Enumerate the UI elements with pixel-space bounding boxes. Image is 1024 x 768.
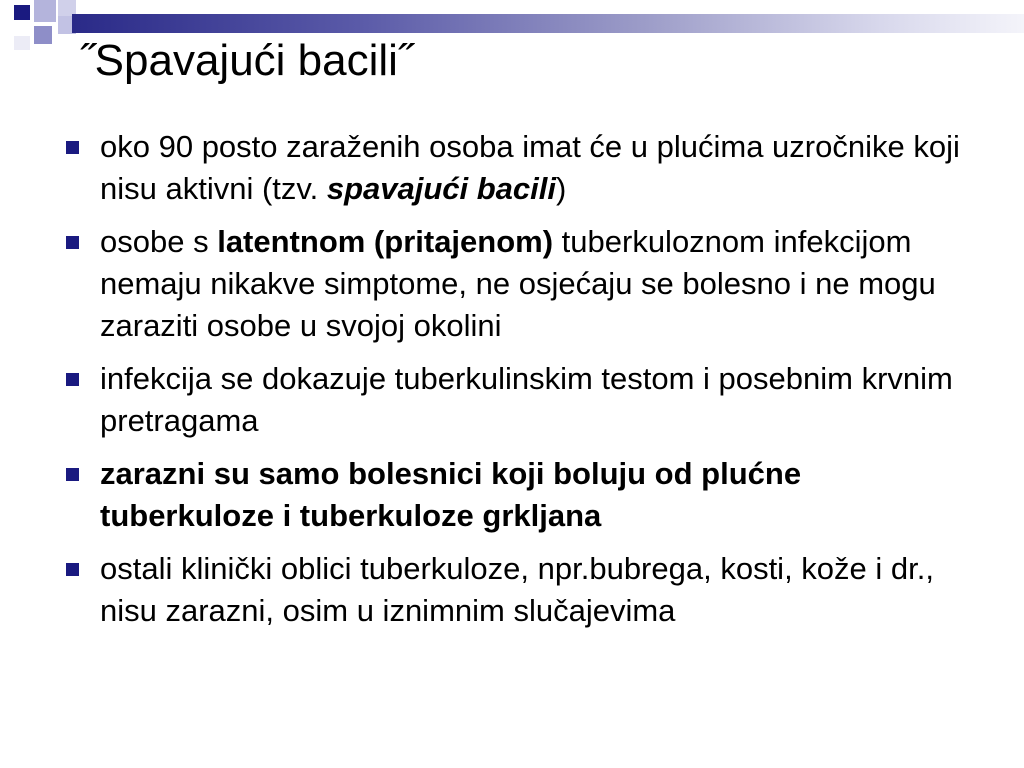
bullet-item xyxy=(66,126,966,210)
bullet-item xyxy=(66,358,966,442)
square-bullet-icon xyxy=(66,236,79,249)
decor-square xyxy=(14,36,30,50)
bullet-item xyxy=(66,221,966,347)
decor-square xyxy=(14,5,30,20)
bullet-text-part: tuberkuloznom infekcijom nemaju nikakve simptome, ne osjećaju se bolesno i ne mogu zaraziti osobe u svojoj okolini xyxy=(100,224,936,343)
header-gradient-bar xyxy=(72,14,1024,33)
bullet-text xyxy=(100,129,960,206)
square-bullet-icon xyxy=(66,141,79,154)
bullet-text-emphasis: latentnom (pritajenom) xyxy=(217,224,554,259)
bullet-text: infekcija se dokazuje tuberkulinskim testom i posebnim krvnim pretragama xyxy=(100,361,953,438)
square-bullet-icon xyxy=(66,468,79,481)
decor-square xyxy=(34,0,56,22)
decor-square xyxy=(34,26,52,44)
bullet-list xyxy=(66,126,966,643)
square-bullet-icon xyxy=(66,373,79,386)
bullet-item xyxy=(66,453,966,537)
bullet-text-part: osobe s xyxy=(100,224,218,259)
bullet-text: ostali klinički oblici tuberkuloze, npr.bubrega, kosti, kože i dr., nisu zarazni, osim u iznimnim slučajevima xyxy=(100,551,934,628)
square-bullet-icon xyxy=(66,563,79,576)
slide-title: ˝Spavajući bacili˝ xyxy=(80,36,413,85)
bullet-text: zarazni su samo bolesnici koji boluju od plućne tuberkuloze i tuberkuloze grkljana xyxy=(100,456,802,533)
bullet-text xyxy=(100,224,936,343)
bullet-text-part: oko 90 posto zaraženih osoba imat će u plućima uzročnike koji nisu aktivni (tzv. xyxy=(100,129,960,206)
bullet-item xyxy=(66,548,966,632)
bullet-text-part: ) xyxy=(556,171,567,206)
bullet-text-emphasis: spavajući bacili xyxy=(326,171,556,206)
